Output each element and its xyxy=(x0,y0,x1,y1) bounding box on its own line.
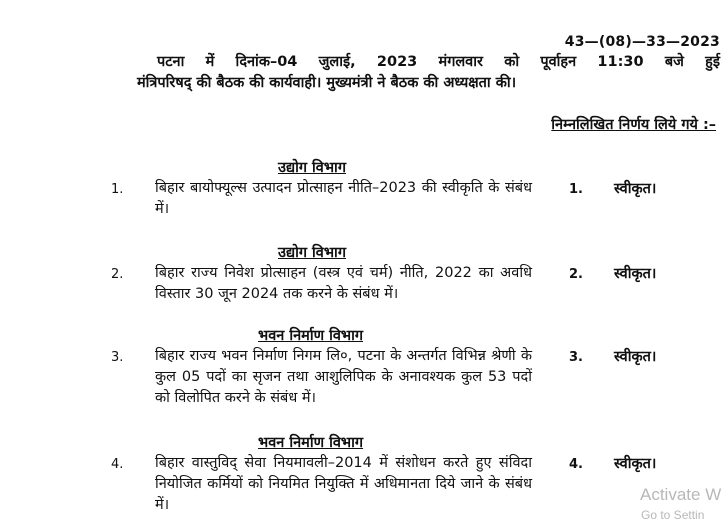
item-number: 1. xyxy=(111,182,124,197)
result-status: स्वीकृत। xyxy=(614,181,657,197)
department-heading: उद्योग विभाग xyxy=(278,245,346,261)
decisions-heading: निम्नलिखित निर्णय लिये गये :– xyxy=(551,117,716,133)
department-heading: भवन निर्माण विभाग xyxy=(258,328,364,344)
intro-line-1: पटना में दिनांक–04 जुलाई, 2023 मंगलवार को पूर्वाहन 11:30 बजे हुई xyxy=(157,54,720,70)
result-status: स्वीकृत। xyxy=(614,266,657,282)
result-status: स्वीकृत। xyxy=(614,349,657,365)
item-text: बिहार राज्य निवेश प्रोत्साहन (वस्त्र एवं चर्म) नीति, 2022 का अवधि विस्तार 30 जून 2024 तक करने के संबंध में। xyxy=(155,265,532,302)
intro-paragraph xyxy=(137,52,720,94)
department-heading: भवन निर्माण विभाग xyxy=(258,435,364,451)
item-number: 4. xyxy=(111,457,124,472)
activation-watermark-link[interactable]: Go to Settin xyxy=(641,508,705,522)
result-number: 4. xyxy=(569,457,583,472)
department-heading: उद्योग विभाग xyxy=(278,160,346,176)
item-number: 3. xyxy=(111,350,124,365)
result-number: 1. xyxy=(569,182,583,197)
result-number: 3. xyxy=(569,350,583,365)
item-number: 2. xyxy=(111,267,124,282)
result-number: 2. xyxy=(569,267,583,282)
activation-watermark-title: Activate W xyxy=(640,485,722,504)
item-text: बिहार राज्य भवन निर्माण निगम लि०, पटना के अन्तर्गत विभिन्न श्रेणी के कुल 05 पदों का सृजन तथा आशुलिपिक के अनावश्यक कुल 53 पदों को विलोपित करने के संबंध में। xyxy=(155,348,532,406)
item-text: बिहार वास्तुविद् सेवा नियमावली–2014 में संशोधन करते हुए संविदा नियोजित कर्मियों को नियमित नियुक्ति में अधिमानता दिये जाने के संबंध में। xyxy=(155,455,532,513)
result-status: स्वीकृत। xyxy=(614,456,657,472)
reference-number: 43—(08)—33—2023 xyxy=(564,34,720,50)
intro-line-2: मंत्रिपरिषद् की बैठक की कार्यवाही। मुख्यमंत्री ने बैठक की अध्यक्षता की। xyxy=(137,75,517,91)
item-text: बिहार बायोफ्यूल्स उत्पादन प्रोत्साहन नीति–2023 की स्वीकृति के संबंध में। xyxy=(155,180,532,217)
